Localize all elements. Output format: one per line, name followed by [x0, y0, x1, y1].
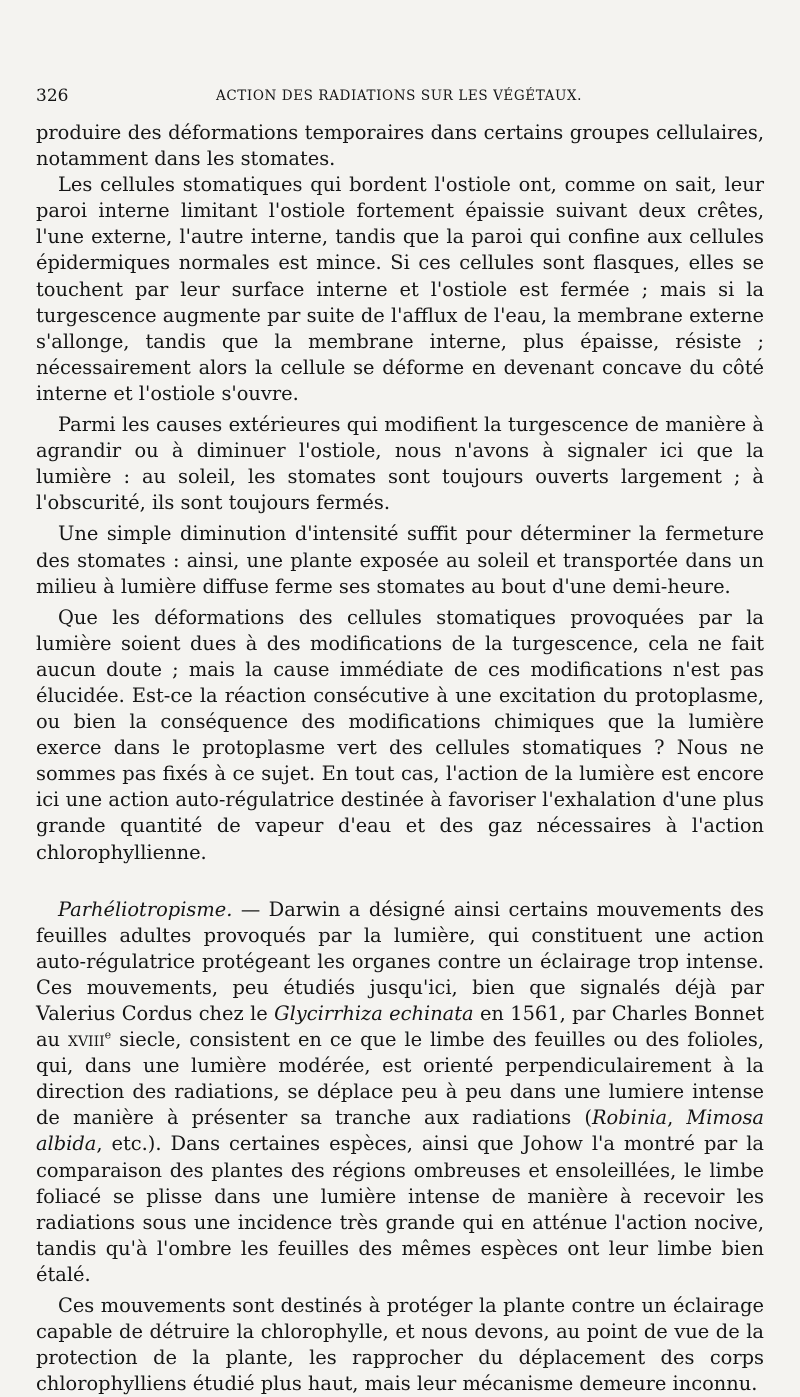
- paragraph-continuation: produire des déformations temporaires dans certains groupes cellulaires, notamment dans les stomates.: [36, 121, 764, 171]
- section-heading: Parhéliotropisme.: [58, 897, 233, 921]
- paragraph-intensity-decrease: Une simple diminution d'intensité suffit pour déterminer la fermeture des stomates : ainsi, une plante exposée au soleil et transportée dans un milieu à lumière diffuse ferme ses stomates au bout d'une demi-heure.: [36, 522, 764, 598]
- paragraph-turgescence: Que les déformations des cellules stomatiques provoquées par la lumière soient dues à des modifications de la turgescence, cela ne fait aucun doute ; mais la cause immédiate de ces modifications n'est pas élucidée. Est-ce la réaction consécutive à une excitation du protoplasme, ou bien la conséquence des modifications chimiques que la lumière exerce dans le protoplasme vert des cellules stomatiques ? Nous ne sommes pas fixés à ce sujet. En tout cas, l'action de la lumière est encore ici une action auto-régulatrice destinée à favoriser l'exhalation d'une plus grande quantité de vapeur d'eau et des gaz nécessaires à l'action chlorophyllienne.: [36, 605, 764, 864]
- paragraph-conclusion: Ces mouvements sont destinés à protéger la plante contre un éclairage capable de détruire la chlorophylle, et nous devons, au point de vue de la protection de la plante, les rapprocher du déplacement des corps chlorophylliens étudié plus haut, mais leur mécanisme demeure inconnu.: [36, 1294, 764, 1396]
- paragraph-parheliotropisme: Parhéliotropisme. — Darwin a désigné ainsi certains mouvements des feuilles adultes provoqués par la lumière, qui constituent une action auto-régulatrice protégeant les organes contre un éclairage trop intense. Ces mouvements, peu étudiés jusqu'ici, bien que signalés déjà par Valerius Cordus chez le Glycirrhiza echinata en 1561, par Charles Bonnet au xviii$^e$ siecle, consistent en ce que le limbe des feuilles ou des folioles, qui, dans une lumière modérée, est orienté perpendiculairement à la direction des radiations, se déplace peu à peu dans une lumiere intense de manière à présenter sa tranche aux radiations (Robinia, Mimosa albida, etc.). Dans certaines espèces, ainsi que Johow l'a montré par la comparaison des plantes des régions ombreuses et ensoleillées, le limbe foliacé se plisse dans une lumière intense de manière à recevoir les radiations sous une incidence très grande qui en atténue l'action nocive, tandis qu'à l'ombre les feuilles des mêmes espèces ont leur limbe bien étalé.: [36, 897, 765, 1286]
- page-number: 326: [36, 86, 69, 106]
- species-name: Glycirrhiza echinata: [274, 1002, 474, 1025]
- body-text: [36, 120, 764, 1397]
- page-header: [36, 86, 771, 114]
- paragraph-stomata-cells: Les cellules stomatiques qui bordent l'ostiole ont, comme on sait, leur paroi interne limitant l'ostiole fortement épaissie suivant deux crêtes, l'une externe, l'autre interne, tandis que la paroi qui confine aux cellules épidermiques normales est mince. Si ces cellules sont flasques, elles se touchent par leur surface interne et l'ostiole est fermée ; mais si la turgescence augmente par suite de l'afflux de l'eau, la membrane externe s'allonge, tandis que la membrane interne, plus épaisse, résiste ; nécessairement alors la cellule se déforme en devenant concave du côté interne et l'ostiole s'ouvre.: [36, 173, 764, 405]
- genus-name: Robinia: [591, 1106, 668, 1130]
- running-title: ACTION DES RADIATIONS SUR LES VÉGÉTAUX.: [216, 88, 583, 104]
- paragraph-external-causes: Parmi les causes extérieures qui modifient la turgescence de manière à agrandir ou à diminuer l'ostiole, nous n'avons à signaler ici que la lumière : au soleil, les stomates sont toujours ouverts largement ; à l'obscurité, ils sont toujours fermés.: [36, 413, 764, 515]
- species-name: Mimosa albida: [36, 1106, 764, 1156]
